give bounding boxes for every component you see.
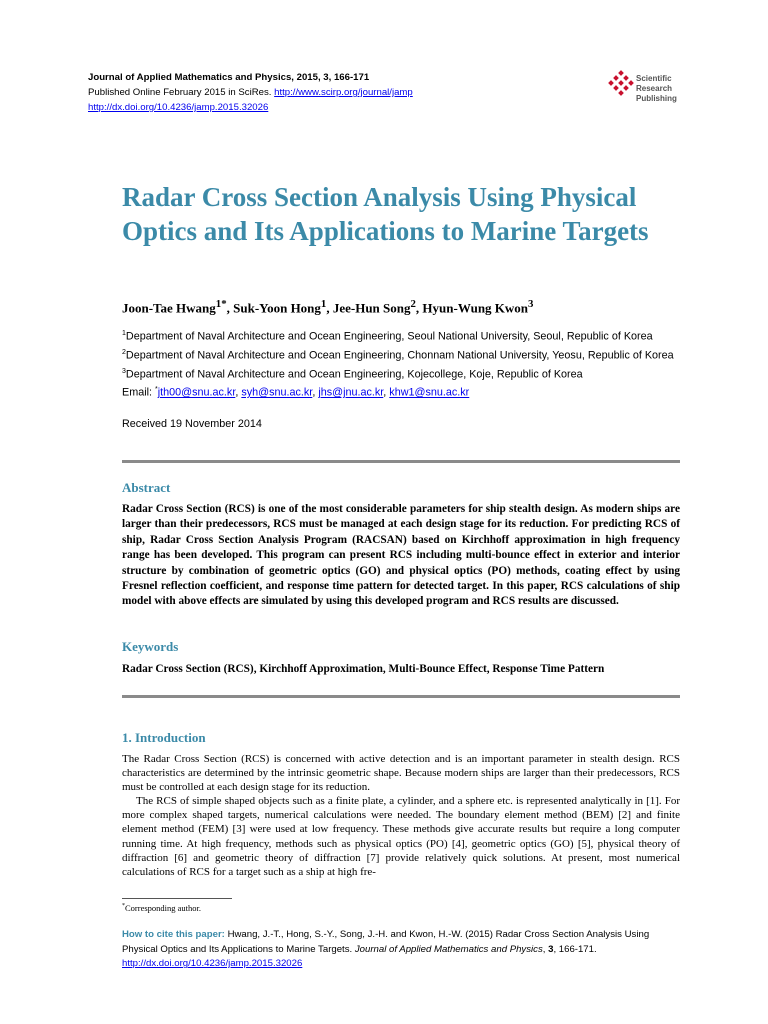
author-name: Suk-Yoon Hong xyxy=(233,300,321,316)
cite-volume: 3 xyxy=(548,943,554,955)
publisher-logo xyxy=(606,70,686,110)
paragraph: The RCS of simple shaped objects such as a finite plate, a cylinder, and a sphere etc. is represented analytically in [1]. For more complex shaped targets, numerical calculations were needed. The boundary element method (BEM) [2] and finite element method (FEM) [3] were used at low frequency. These methods give accurate results but require a long computer running time. At high frequency, methods such as physical optics (PO) [4], geometric optics (GO) [5], physical theory of diffraction [6] and geometric theory of diffraction [7] provide relatively quick solutions. At present, most numerical calculations of RCS for a target such as a ship at high fre- xyxy=(122,795,680,878)
email-label: Email: xyxy=(122,386,152,399)
keywords-text: Radar Cross Section (RCS), Kirchhoff Approximation, Multi-Bounce Effect, Response Time Pattern xyxy=(122,663,605,675)
section-divider xyxy=(122,695,680,698)
journal-citation: Journal of Applied Mathematics and Physics, 2015, 3, 166-171 xyxy=(88,72,370,83)
published-text: Published Online February 2015 in SciRes. xyxy=(88,87,272,98)
received-date: Received 19 November 2014 xyxy=(122,418,262,430)
author-name: Jee-Hun Song xyxy=(332,300,411,316)
corresponding-mark: * xyxy=(155,386,158,394)
section-divider xyxy=(122,460,680,463)
affiliation: $^1$Department of Naval Architecture and Ocean Engineering, Seoul National University, Seoul, Republic of Korea xyxy=(122,330,653,343)
author-affiliation-mark: 1 xyxy=(320,298,327,310)
email-link[interactable]: jhs@jnu.ac.kr xyxy=(318,386,384,399)
author-affiliation-mark: 1* xyxy=(215,298,227,310)
abstract-heading: Abstract xyxy=(122,480,171,495)
email-line: Email: *jth00@snu.ac.kr, syh@snu.ac.kr, jhs@jnu.ac.kr, khw1@snu.ac.kr xyxy=(122,386,470,399)
author-list: Joon-Tae Hwang$^{1*}$, Suk-Yoon Hong$^1$, Jee-Hun Song$^2$, Hyun-Wung Kwon$^3$ xyxy=(122,298,534,316)
footnote-text: Corresponding author. xyxy=(125,903,202,913)
affiliation: $^3$Department of Naval Architecture and Ocean Engineering, Kojecollege, Koje, Republic of Korea xyxy=(122,367,583,381)
keywords-heading: Keywords xyxy=(122,639,179,654)
publisher-logo-text: Scientific Research Publishing xyxy=(636,74,677,103)
author-name: Joon-Tae Hwang xyxy=(122,300,216,316)
footnote-divider xyxy=(122,898,232,899)
doi-link[interactable]: http://dx.doi.org/10.4236/jamp.2015.32026 xyxy=(88,102,269,113)
email-link[interactable]: khw1@snu.ac.kr xyxy=(389,386,470,399)
email-link[interactable]: syh@snu.ac.kr xyxy=(241,386,313,399)
cite-journal: Journal of Applied Mathematics and Physics xyxy=(354,943,543,955)
author-name: Hyun-Wung Kwon xyxy=(422,300,529,316)
paper-title: Radar Cross Section Analysis Using Physical Optics and Its Applications to Marine Targets xyxy=(122,182,649,246)
cite-pages: , 166-171. xyxy=(553,943,597,955)
footnote xyxy=(122,903,201,913)
cite-authors: Hwang, J.-T., Hong, S.-Y., Song, J.-H. and Kwon, H.-W. (2015) Radar Cross Section Analysis Using Physical Optics and Its Applications to Marine Targets. xyxy=(122,929,650,955)
introduction-body xyxy=(122,752,680,879)
cite-label: How to cite this paper: xyxy=(122,929,225,940)
journal-url-link[interactable]: http://www.scirp.org/journal/jamp xyxy=(274,87,413,98)
how-to-cite: How to cite this paper: Hwang, J.-T., Hong, S.-Y., Song, J.-H. and Kwon, H.-W. (2015) Radar Cross Section Analysis Using Physical Optics and Its Applications to Marine Targets. Journal of Applied Mathematics and Physics, 3, 166-171. http://dx.doi.org/10.4236/jamp.2015.32026 xyxy=(122,929,650,970)
paragraph: The Radar Cross Section (RCS) is concerned with active detection and is an important parameter in stealth design. RCS characteristics are determined by the intrinsic geometric shape. Because modern ships are larger than their predecessors, RCS must be controlled at each design stage for its reduction. xyxy=(122,753,680,794)
author-affiliation-mark: 2 xyxy=(410,298,416,310)
publisher-logo-mark-icon xyxy=(606,70,636,100)
introduction-heading: 1. Introduction xyxy=(122,730,206,745)
affiliation-list xyxy=(122,326,682,401)
author-affiliation-mark: 3 xyxy=(528,298,534,310)
journal-header xyxy=(88,70,608,115)
footnote-mark: * xyxy=(122,903,125,910)
cite-doi-link[interactable]: http://dx.doi.org/10.4236/jamp.2015.32026 xyxy=(122,958,303,970)
affiliation: $^2$Department of Naval Architecture and Ocean Engineering, Chonnam National University, Yeosu, Republic of Korea xyxy=(122,348,674,362)
email-link[interactable]: jth00@snu.ac.kr xyxy=(157,386,236,399)
publication-line xyxy=(88,85,608,100)
abstract-text: Radar Cross Section (RCS) is one of the most considerable parameters for ship stealth design. As modern ships are larger than their predecessors, RCS must be managed at each design stage for its reduction. For predicting RCS of ship, Radar Cross Section Analysis Program (RACSAN) based on Kirchhoff approximation in high frequency range has been developed. This program can present RCS including multi-bounce effect in exterior and interior structure by combination of geometric optics (GO) and physical optics (PO) methods, coating effect by using Fresnel reflection coefficient, and response time pattern for detected target. In this paper, RCS calculations of ship model with above effects are simulated by using this developed program and RCS results are discussed. xyxy=(122,503,680,608)
